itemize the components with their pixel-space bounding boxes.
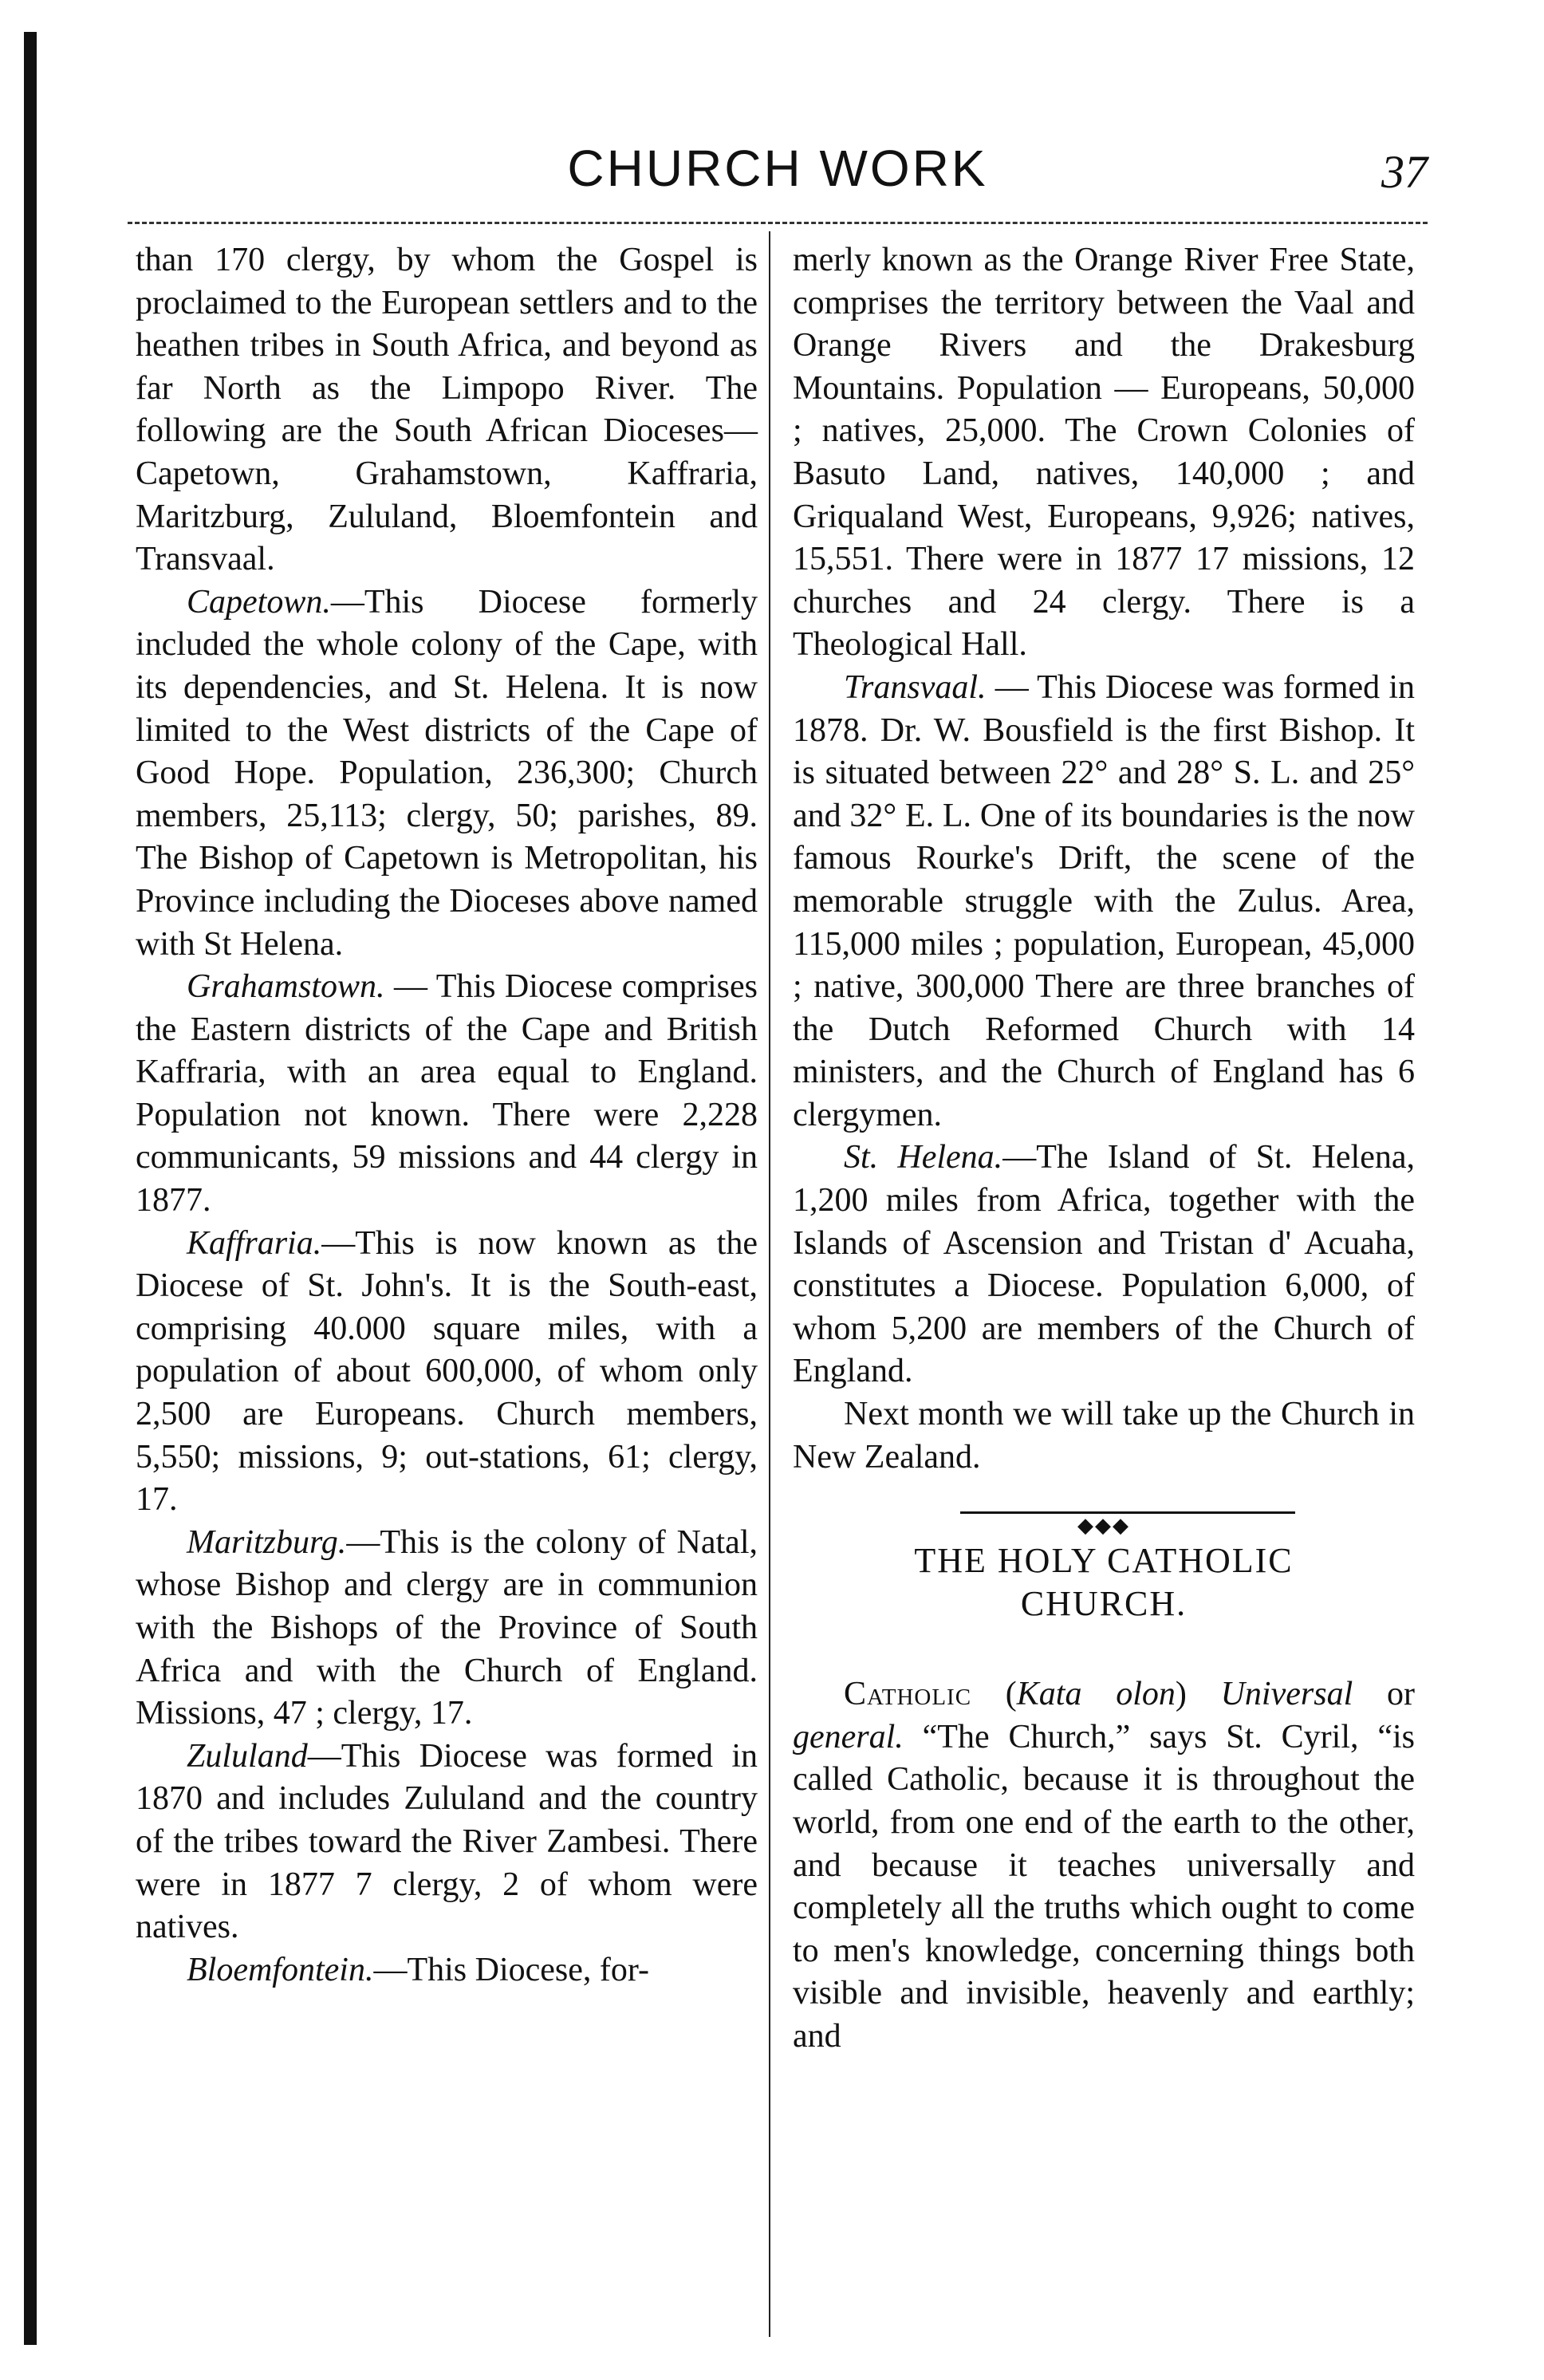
column-divider xyxy=(769,231,770,2337)
paragraph-text: —The Island of St. Helena, 1,200 miles from Africa, together with the Islands of Ascension and Tristan d' Acuaha, constitutes a Diocese. Population 6,000, of whom 5,200 are members of the Church of England. xyxy=(793,1139,1415,1390)
paragraph-grahamstown xyxy=(136,966,758,1223)
paragraph-text: —This Diocese, for- xyxy=(373,1951,650,1988)
paragraph-catholic xyxy=(793,1673,1415,2058)
paragraph-text: merly known as the Orange River Free State, comprises the territory between the Vaal and Orange Rivers and the Drakesburg Mountains. Population — Europeans, 50,000 ; natives, 25,000. The Crown Colonies of Basuto Land, natives, 140,000 ; and Griqualand West, Europeans, 9,926; natives, 15,551. There were in 1877 17 missions, 12 churches and 24 clergy. There is a Theological Hall. xyxy=(793,242,1415,664)
right-column xyxy=(793,239,1415,2059)
header-rule xyxy=(128,222,1428,224)
diocese-heading: Maritzburg. xyxy=(187,1523,347,1561)
paragraph-text: —This Diocese was formed in 1870 and includes Zululand and the country of the tribes toward the River Zambesi. There were in 1877 7 clergy, 2 of whom were natives. xyxy=(136,1737,758,1946)
italic-term: general. xyxy=(793,1718,904,1755)
paragraph-kaffraria xyxy=(136,1223,758,1522)
text-part: or xyxy=(1353,1676,1415,1713)
italic-term: Universal xyxy=(1220,1676,1353,1713)
paragraph-bloemfontein-cont xyxy=(793,239,1415,667)
section-ornament xyxy=(793,1501,1415,1538)
section-title xyxy=(793,1539,1415,1625)
running-title: CHURCH WORK xyxy=(567,140,988,197)
section-title-line2: CHURCH. xyxy=(1020,1584,1188,1624)
page-number: 37 xyxy=(1381,146,1428,198)
diocese-heading: Transvaal. xyxy=(844,668,987,706)
diocese-heading: Kaffraria. xyxy=(187,1224,322,1262)
paragraph-maritzburg xyxy=(136,1522,758,1736)
text-part: “The Church,” says St. Cyril, “is called Catholic, because it is throughout the world, from one end of the earth to the other, and because it teaches universally and completely all the truths which ought to come to men's knowledge, concerning things both visible and invisible, heavenly and earthly; and xyxy=(793,1718,1415,2055)
italic-term: Kata olon xyxy=(1016,1676,1176,1713)
paragraph-text: — This Diocese was formed in 1878. Dr. W. Bousfield is the first Bishop. It is situated between 22° and 28° S. L. and 25° and 32° E. L. One of its boundaries is the now famous Rourke's Drift, the scene of the memorable struggle with the Zulus. Area, 115,000 miles ; population, European, 45,000 ; native, 300,000 There are three branches of the Dutch Reformed Church with 14 ministers, and the Church of England has 6 clergymen. xyxy=(793,668,1415,1133)
diocese-heading: Grahamstown. xyxy=(187,968,385,1006)
paragraph-capetown xyxy=(136,581,758,966)
left-column xyxy=(136,239,758,1992)
paragraph-text: —This is the colony of Natal, whose Bishop and clergy are in communion with the Bishops of the Province of South Africa and with the Church of England. Missions, 47 ; clergy, 17. xyxy=(136,1523,758,1732)
paragraph-text: —This is now known as the Diocese of St. John's. It is the South-east, comprising 40.000 square miles, with a population of about 600,000, of whom only 2,500 are Europeans. Church members, 5,550; missions, 9; out-stations, 61; clergy, 17. xyxy=(136,1224,758,1519)
paragraph-text: than 170 clergy, by whom the Gospel is proclaimed to the European settlers and to the heathen tribes in South Africa, and beyond as far North as the Limpopo River. The following are the South African Dioceses—Capetown, Grahamstown, Kaffraria, Maritzburg, Zululand, Bloemfontein and Transvaal. xyxy=(136,242,758,578)
paragraph-zululand xyxy=(136,1736,758,1949)
section-title-line1: THE HOLY CATHOLIC xyxy=(914,1541,1294,1581)
diocese-heading: Zululand xyxy=(187,1737,308,1775)
page-header xyxy=(128,128,1428,215)
scan-edge-bar xyxy=(24,32,37,2345)
paragraph-next-month xyxy=(793,1393,1415,1479)
paragraph-transvaal xyxy=(793,667,1415,1137)
diocese-heading: Bloemfontein. xyxy=(187,1951,374,1988)
paragraph-text: Next month we will take up the Church in New Zealand. xyxy=(793,1396,1415,1476)
paragraph-text: —This Diocese formerly included the whole colony of the Cape, with its dependencies, and St. Helena. It is now limited to the West districts of the Cape of Good Hope. Population, 236,300; Church members, 25,113; clergy, 50; parishes, 89. The Bishop of Capetown is Metropolitan, his Province including the Dioceses above named with St Helena. xyxy=(136,583,758,963)
diocese-heading: Capetown. xyxy=(187,583,331,621)
ornament-glyph: ◆◆◆ xyxy=(1073,1514,1135,1537)
text-part: ) xyxy=(1175,1676,1221,1713)
paragraph-bloemfontein xyxy=(136,1949,758,1992)
lead-word: Catholic xyxy=(844,1676,972,1713)
paragraph-text: — This Diocese comprises the Eastern districts of the Cape and British Kaffraria, with an area equal to England. Population not known. There were 2,228 communicants, 59 missions and 44 clergy in 1877. xyxy=(136,968,758,1220)
paragraph-intro xyxy=(136,239,758,581)
diocese-heading: St. Helena. xyxy=(844,1139,1003,1176)
paragraph-st-helena xyxy=(793,1137,1415,1393)
text-part: ( xyxy=(971,1676,1017,1713)
